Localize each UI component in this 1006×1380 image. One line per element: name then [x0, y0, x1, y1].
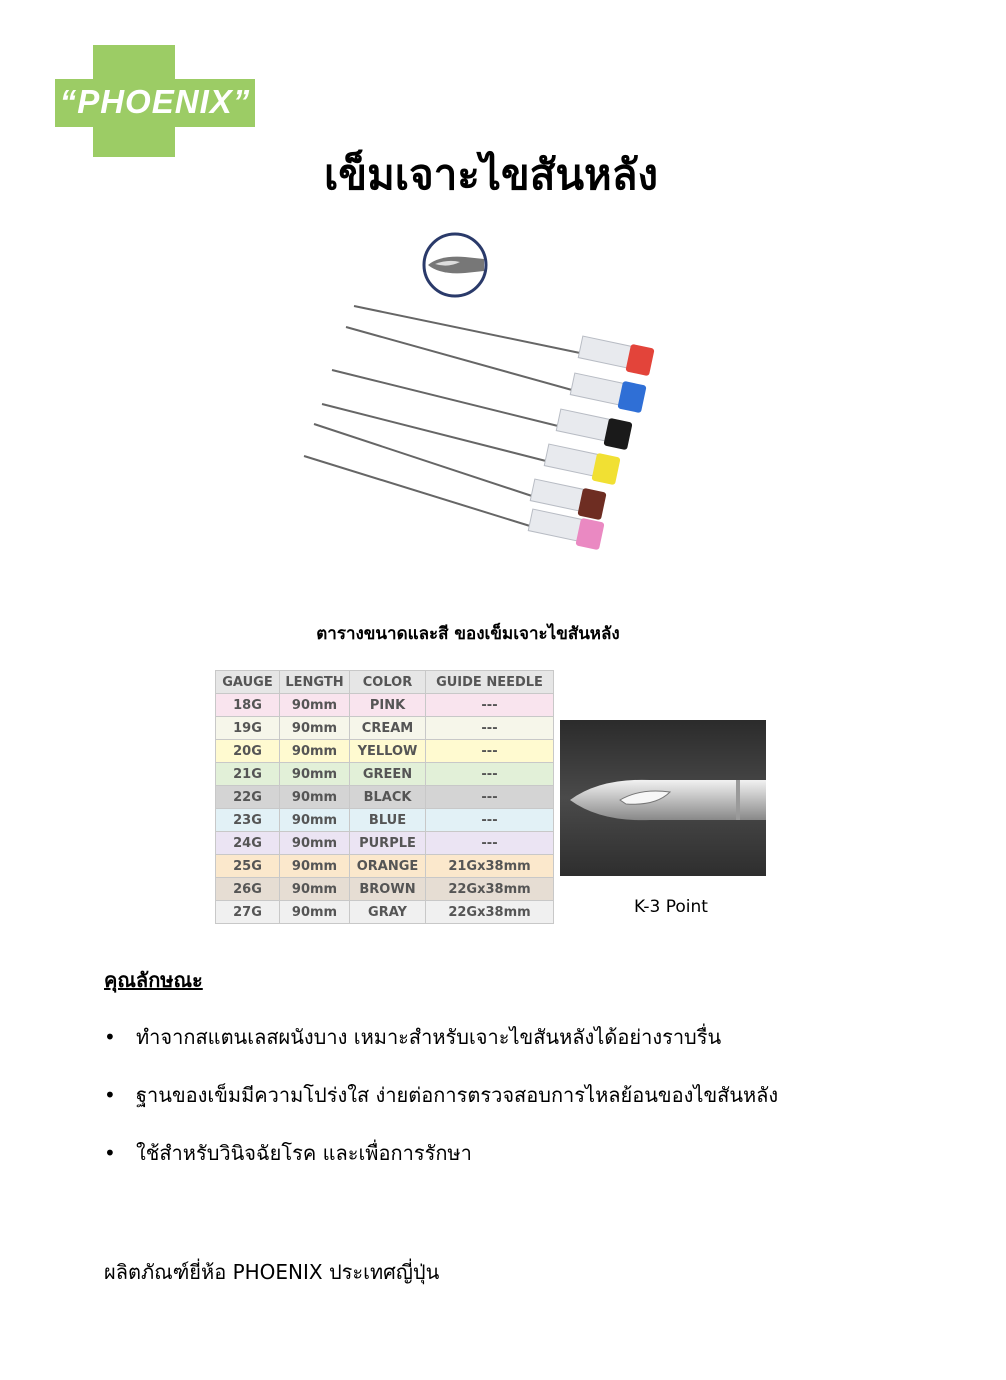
cell-guide: 21Gx38mm: [426, 855, 554, 878]
cell-color: PINK: [350, 694, 426, 717]
cell-length: 90mm: [280, 786, 350, 809]
cell-gauge: 27G: [216, 901, 280, 924]
cell-guide: ---: [426, 763, 554, 786]
cell-guide: ---: [426, 740, 554, 763]
cell-guide: ---: [426, 717, 554, 740]
table-row: [216, 809, 554, 832]
list-item: [104, 1020, 778, 1078]
features-heading: คุณลักษณะ: [104, 968, 203, 992]
cell-length: 90mm: [280, 809, 350, 832]
bullet-icon: •: [104, 1083, 116, 1107]
page-title: เข็มเจาะไขสันหลัง: [324, 151, 658, 198]
cell-color: GREEN: [350, 763, 426, 786]
spinal-needles-image: [290, 228, 690, 568]
header-length: LENGTH: [280, 671, 350, 694]
list-item: [104, 1078, 778, 1136]
feature-text: ใช้สำหรับวินิจฉัยโรค และเพื่อการรักษา: [136, 1141, 472, 1165]
feature-text: ทำจากสแตนเลสผนังบาง เหมาะสำหรับเจาะไขสันหลังได้อย่างราบรื่น: [136, 1025, 722, 1049]
bullet-icon: •: [104, 1025, 116, 1049]
cell-color: YELLOW: [350, 740, 426, 763]
table-row: [216, 717, 554, 740]
size-color-table: [215, 670, 554, 924]
table-row: [216, 763, 554, 786]
cell-gauge: 18G: [216, 694, 280, 717]
cell-length: 90mm: [280, 763, 350, 786]
cell-length: 90mm: [280, 901, 350, 924]
cell-guide: ---: [426, 809, 554, 832]
cell-color: BLUE: [350, 809, 426, 832]
cell-length: 90mm: [280, 832, 350, 855]
cell-gauge: 26G: [216, 878, 280, 901]
table-row: [216, 878, 554, 901]
table-row: [216, 855, 554, 878]
tip-image-label: K-3 Point: [634, 897, 708, 917]
header-color: COLOR: [350, 671, 426, 694]
table-caption: ตารางขนาดและสี ของเข็มเจาะไขสันหลัง: [316, 624, 620, 644]
k3-point-tip-image: [560, 720, 766, 876]
logo-text: “PHOENIX”: [59, 83, 251, 120]
features-list: [104, 1020, 778, 1194]
cell-guide: ---: [426, 832, 554, 855]
cell-color: CREAM: [350, 717, 426, 740]
cell-gauge: 20G: [216, 740, 280, 763]
table-row: [216, 740, 554, 763]
cell-length: 90mm: [280, 878, 350, 901]
cell-length: 90mm: [280, 855, 350, 878]
cell-length: 90mm: [280, 694, 350, 717]
cell-length: 90mm: [280, 717, 350, 740]
table-row: [216, 786, 554, 809]
header-guide-needle: GUIDE NEEDLE: [426, 671, 554, 694]
cell-color: PURPLE: [350, 832, 426, 855]
cell-color: GRAY: [350, 901, 426, 924]
cell-gauge: 25G: [216, 855, 280, 878]
header-gauge: GAUGE: [216, 671, 280, 694]
cell-guide: 22Gx38mm: [426, 901, 554, 924]
cell-guide: ---: [426, 694, 554, 717]
table-header-row: [216, 671, 554, 694]
cell-gauge: 21G: [216, 763, 280, 786]
bullet-icon: •: [104, 1141, 116, 1165]
cell-guide: ---: [426, 786, 554, 809]
cell-color: BLACK: [350, 786, 426, 809]
cell-color: ORANGE: [350, 855, 426, 878]
cell-gauge: 24G: [216, 832, 280, 855]
table-row: [216, 832, 554, 855]
cell-color: BROWN: [350, 878, 426, 901]
footer-brand-note: ผลิตภัณฑ์ยี่ห้อ PHOENIX ประเทศญี่ปุ่น: [104, 1260, 440, 1284]
cell-gauge: 22G: [216, 786, 280, 809]
table-row: [216, 901, 554, 924]
cell-length: 90mm: [280, 740, 350, 763]
cell-gauge: 19G: [216, 717, 280, 740]
cell-guide: 22Gx38mm: [426, 878, 554, 901]
phoenix-logo: [55, 45, 255, 157]
feature-text: ฐานของเข็มมีความโปร่งใส ง่ายต่อการตรวจสอบการไหลย้อนของไขสันหลัง: [136, 1083, 779, 1107]
list-item: [104, 1136, 778, 1194]
table-row: [216, 694, 554, 717]
cell-gauge: 23G: [216, 809, 280, 832]
